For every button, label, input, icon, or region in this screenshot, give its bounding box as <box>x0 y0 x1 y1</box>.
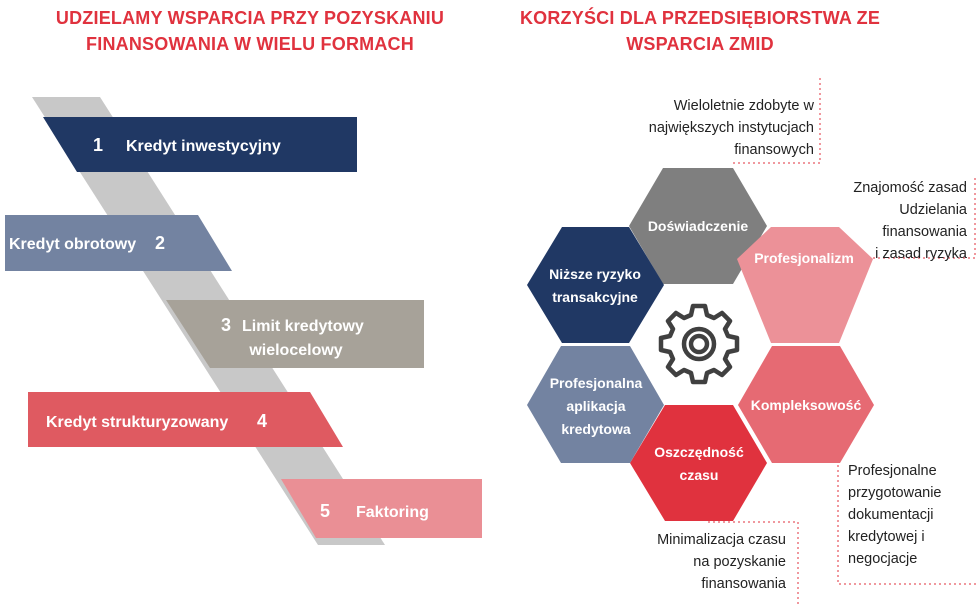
callout-4-line4: kredytowej i <box>848 529 925 545</box>
financing-label-3-line2: wielocelowy <box>249 342 343 359</box>
hex-label-4-line2: czasu <box>679 467 719 483</box>
callout-2-line4: i zasad ryzyka <box>875 246 967 262</box>
callout-3-line1: Minimalizacja czasu <box>657 532 786 548</box>
hex-label-6-line2: transakcyjne <box>552 289 638 305</box>
hex-label-5-line1: Profesjonalna <box>549 375 643 391</box>
hex-label-1: Doświadczenie <box>647 218 749 234</box>
hex-label-5-line3: kredytowa <box>561 421 631 437</box>
callout-4-line1: Profesjonalne <box>848 463 937 479</box>
callout-4-line2: przygotowanie <box>848 485 942 501</box>
hex-label-2: Profesjonalizm <box>754 250 854 266</box>
hex-label-4-line1: Oszczędność <box>654 444 744 460</box>
callout-1-line1: Wieloletnie zdobyte w <box>673 98 814 114</box>
right-title-line1: KORZYŚCI DLA PRZEDSIĘBIORSTWA ZE <box>519 8 881 28</box>
hex-kompleksowosc <box>738 346 874 463</box>
callout-3-line3: finansowania <box>701 576 786 592</box>
financing-number-2: 2 <box>154 233 166 253</box>
financing-item-2 <box>5 215 232 271</box>
financing-label-2: Kredyt obrotowy <box>9 236 137 253</box>
callout-oszczednosc <box>650 529 786 595</box>
financing-label-1: Kredyt inwestycyjny <box>126 138 281 155</box>
financing-item-3 <box>166 300 424 368</box>
financing-number-3: 3 <box>220 315 232 335</box>
financing-number-4: 4 <box>256 411 268 431</box>
callout-1-line2: największych instytucjach <box>648 120 814 136</box>
hex-label-3: Kompleksowość <box>750 397 862 413</box>
callout-kompleksowosc <box>848 460 968 570</box>
financing-number-5: 5 <box>319 501 331 521</box>
callout-1-line3: finansowych <box>734 142 814 158</box>
gear-icon <box>661 306 737 382</box>
left-title-line2: FINANSOWANIA W WIELU FORMACH <box>86 34 414 54</box>
callout-profesjonalizm <box>815 177 967 265</box>
right-title-line2: WSPARCIA ZMID <box>626 34 774 54</box>
financing-label-5: Faktoring <box>356 504 429 521</box>
financing-item-1 <box>43 117 357 172</box>
callout-4-line5: negocjacje <box>848 551 918 567</box>
left-title-line1: UDZIELAMY WSPARCIA PRZY POZYSKANIU <box>55 8 445 28</box>
hex-label-5-line2: aplikacja <box>566 398 626 414</box>
financing-label-3-line1: Limit kredytowy <box>242 318 364 335</box>
callout-4-line3: dokumentacji <box>848 507 934 523</box>
callout-2-line2: Udzielania <box>899 202 967 218</box>
financing-item-4 <box>28 392 343 447</box>
callout-2-line1: Znajomość zasad <box>853 180 967 196</box>
callout-3-line2: na pozyskanie <box>693 554 786 570</box>
financing-item-5 <box>281 479 482 538</box>
callout-2-line3: finansowania <box>882 224 967 240</box>
financing-number-1: 1 <box>92 135 104 155</box>
hex-label-6-line1: Niższe ryzyko <box>549 266 641 282</box>
financing-label-4: Kredyt strukturyzowany <box>46 414 229 431</box>
callout-doswiadczenie <box>600 95 814 161</box>
